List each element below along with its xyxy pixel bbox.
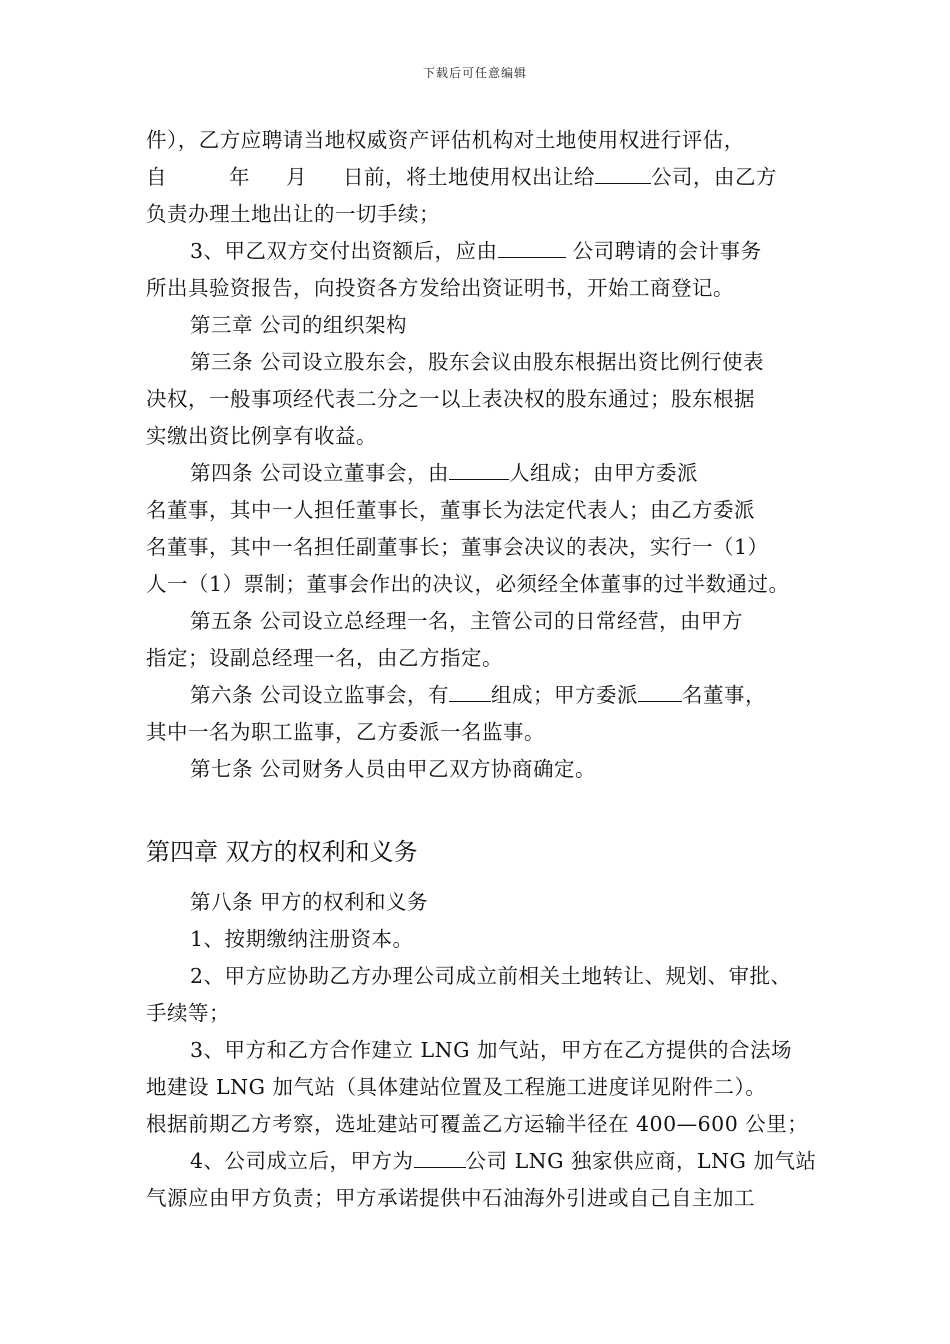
paragraph-line: 名董事，其中一人担任董事长，董事长为法定代表人；由乙方委派: [146, 498, 755, 522]
fill-in-blank: [414, 1149, 466, 1168]
paragraph-line: 实缴出资比例享有收益。: [146, 424, 377, 448]
text-span: 公司 LNG 独家供应商，LNG 加气站: [465, 1149, 817, 1173]
paragraph-line: 3、甲方和乙方合作建立 LNG 加气站，甲方在乙方提供的合法场: [190, 1038, 793, 1062]
paragraph-line: 第三条 公司设立股东会，股东会议由股东根据出资比例行使表: [190, 350, 765, 374]
fill-in-blank: [449, 461, 509, 480]
paragraph-line: 指定；设副总经理一名，由乙方指定。: [146, 646, 503, 670]
text-span: 月: [286, 165, 307, 189]
paragraph-line: 负责办理土地出让的一切手续；: [146, 202, 440, 226]
paragraph-line-with-blanks: [146, 159, 812, 196]
paragraph-line: 2、甲方应协助乙方办理公司成立前相关土地转让、规划、审批、: [190, 964, 792, 988]
text-span: 公司，由乙方: [651, 165, 777, 189]
paragraph-line: 名董事，其中一名担任副董事长；董事会决议的表决，实行一（1）: [146, 535, 769, 559]
paragraph-line: 件），乙方应聘请当地权威资产评估机构对土地使用权进行评估，: [146, 128, 745, 152]
fill-in-blank: [595, 165, 651, 184]
document-body: [146, 122, 817, 1217]
paragraph-line: 气源应由甲方负责；甲方承诺提供中石油海外引进或自己自主加工: [146, 1186, 755, 1210]
paragraph-line: 地建设 LNG 加气站（具体建站位置及工程施工进度详见附件二）。: [146, 1075, 767, 1099]
page-header-note: 下载后可任意编辑: [422, 66, 527, 80]
text-span: 公司聘请的会计事务: [565, 239, 762, 263]
paragraph-line: 第五条 公司设立总经理一名，主管公司的日常经营，由甲方: [190, 609, 744, 633]
text-span: 名董事，: [682, 683, 767, 707]
article-heading: 第八条 甲方的权利和义务: [190, 890, 429, 914]
section-heading: 第三章 公司的组织架构: [190, 313, 408, 337]
text-span: 日前，将土地使用权出让给: [343, 165, 595, 189]
text-span: 4、公司成立后，甲方为: [190, 1149, 414, 1173]
paragraph-line-with-blanks: [146, 233, 812, 270]
fill-in-blank: [498, 239, 566, 258]
paragraph-line: 1、按期缴纳注册资本。: [190, 927, 414, 951]
paragraph-line-with-blanks: [146, 1143, 817, 1180]
text-span: 第六条 公司设立监事会，有: [190, 683, 450, 707]
text-span: 3、甲乙双方交付出资额后，应由: [190, 239, 498, 263]
paragraph-line-with-blanks: [146, 677, 812, 714]
paragraph-line: 人一（1）票制；董事会作出的决议，必须经全体董事的过半数通过。: [146, 572, 790, 596]
paragraph-line: 第七条 公司财务人员由甲乙双方协商确定。: [190, 757, 597, 781]
paragraph-line: 根据前期乙方考察，选址建站可覆盖乙方运输半径在 400—600 公里；: [146, 1112, 809, 1136]
text-span: 第四条 公司设立董事会，由: [190, 461, 450, 485]
chapter-heading: 第四章 双方的权利和义务: [146, 838, 418, 866]
text-span: 自: [146, 165, 167, 189]
paragraph-line: 其中一名为职工监事，乙方委派一名监事。: [146, 720, 545, 744]
fill-in-blank: [638, 683, 682, 702]
paragraph-line: 决权，一般事项经代表二分之一以上表决权的股东通过；股东根据: [146, 387, 755, 411]
text-span: 人组成；由甲方委派: [509, 461, 699, 485]
fill-in-blank: [449, 683, 491, 702]
text-span: 年: [229, 165, 250, 189]
paragraph-line-with-blanks: [146, 455, 812, 492]
text-span: 组成；甲方委派: [491, 683, 639, 707]
paragraph-line: 所出具验资报告，向投资各方发给出资证明书，开始工商登记。: [146, 276, 734, 300]
paragraph-line: 手续等；: [146, 1001, 230, 1025]
